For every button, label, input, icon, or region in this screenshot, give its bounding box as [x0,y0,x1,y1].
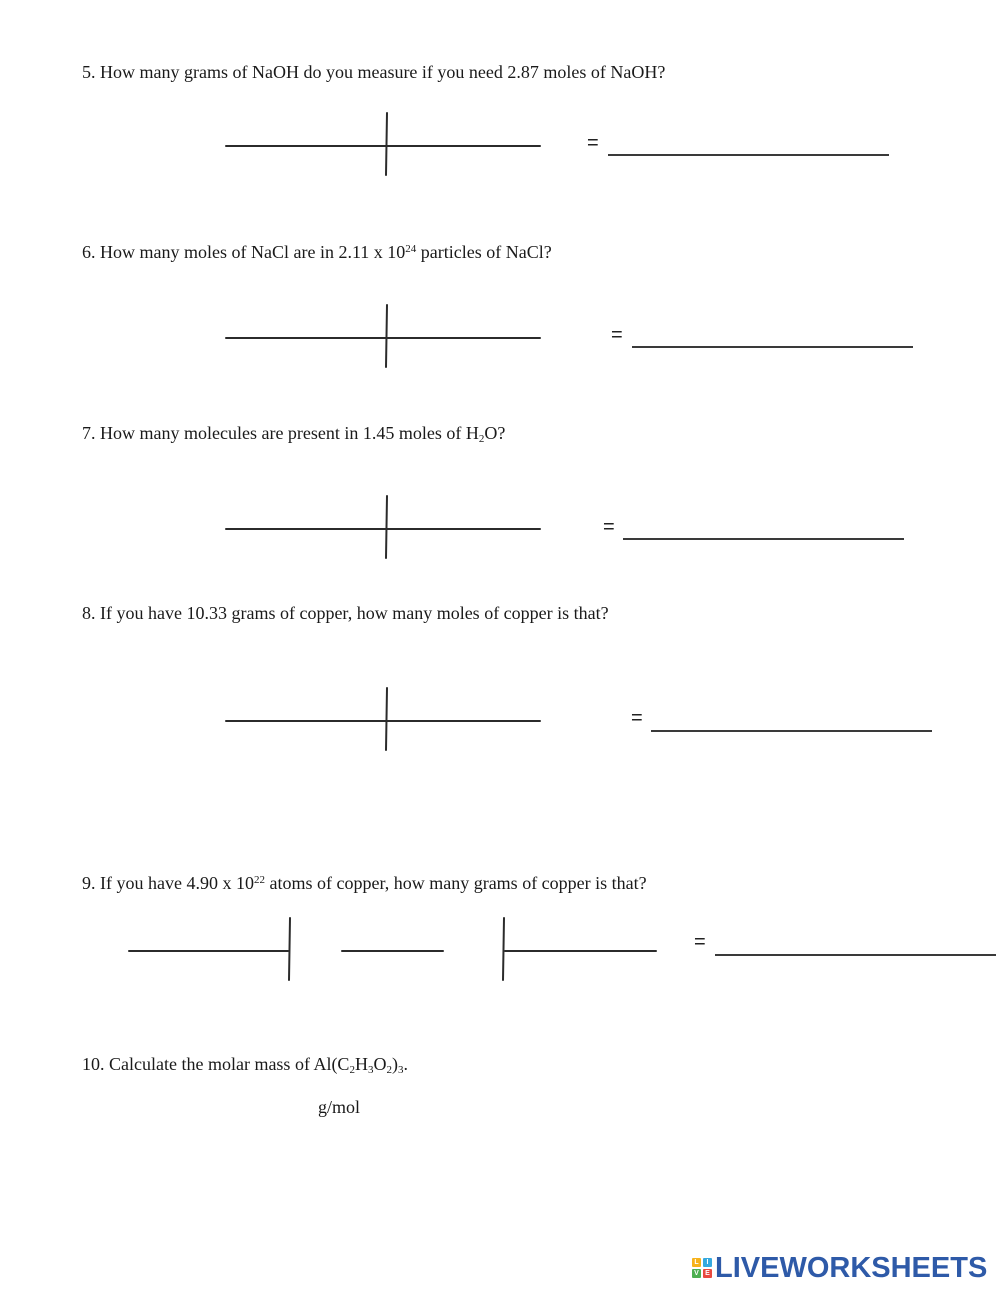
conversion-grid-8 [226,688,540,750]
question-10: 10. Calculate the molar mass of $Al(C_2H_3O_2)_3$. [82,1054,408,1076]
answer-blank-5[interactable] [608,154,889,156]
subscript: 2 [478,433,485,445]
conversion-grid-9 [129,918,656,980]
conversion-grid-5 [226,113,540,175]
equals-sign-5: = [587,132,599,154]
answer-blank-8[interactable] [651,730,932,732]
question-5-text: 5. How many grams of NaOH do you measure if you need 2.87 moles of NaOH? [82,62,666,82]
question-9: 9. If you have 4.90 x $10^{22}$ atoms of copper, how many grams of copper is that? [82,873,647,893]
exponent: 22 [253,874,265,886]
question-8-text: 8. If you have 10.33 grams of copper, how many moles of copper is that? [82,603,609,623]
conversion-grid-6 [226,305,540,367]
conversion-grid-7 [226,496,540,558]
unit-label: g/mol [318,1097,361,1117]
brand-name: LIVEWORKSHEETS [715,1251,988,1284]
answer-blank-7[interactable] [623,538,904,540]
equals-sign-7: = [603,516,615,538]
logo-tile: E [703,1269,712,1278]
question-7: 7. How many molecules are present in 1.45 moles of $H_2O$? [82,423,506,445]
exponent: 24 [405,243,417,255]
question-6: 6. How many moles of NaCl are in 2.11 x $10^{24}$ particles of NaCl? [82,242,552,262]
answer-blank-9[interactable] [715,954,996,956]
logo-icon [692,1258,712,1278]
logo-tile: L [692,1258,701,1267]
answer-blank-6[interactable] [632,346,913,348]
equals-sign-6: = [611,324,623,346]
liveworksheets-logo [692,1253,987,1283]
equals-sign-8: = [631,707,643,729]
equals-sign-9: = [694,931,706,953]
logo-tile: I [703,1258,712,1267]
logo-tile: V [692,1269,701,1278]
